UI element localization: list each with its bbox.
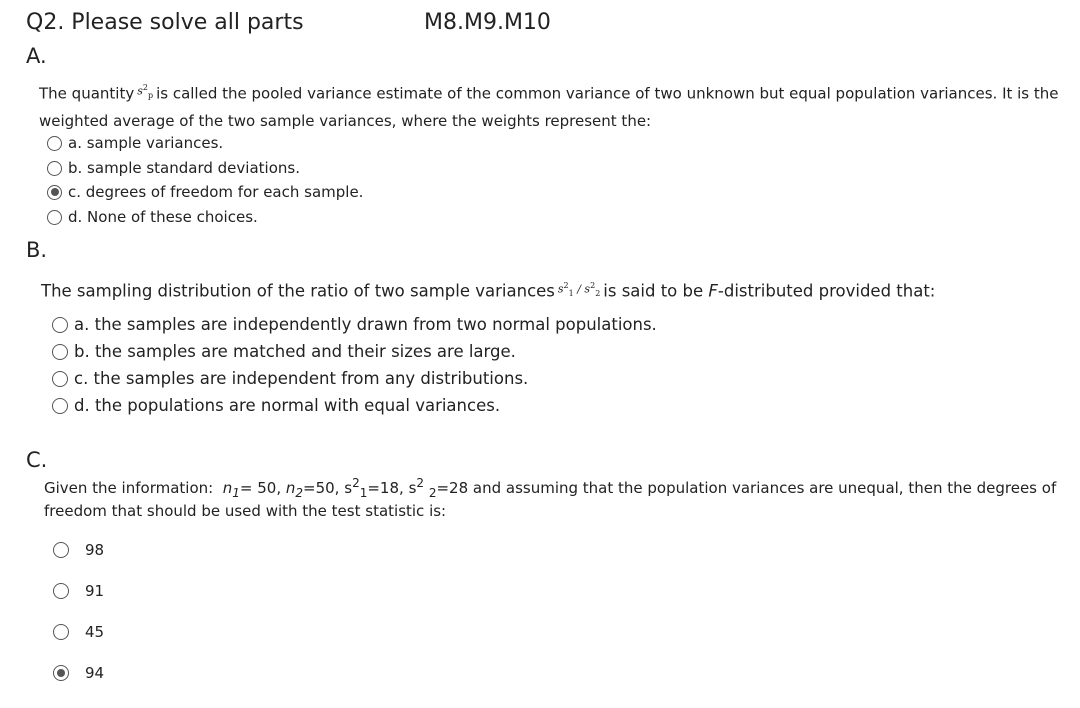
part-a-option-c[interactable]: c. degrees of freedom for each sample. [47, 183, 363, 201]
radio-icon[interactable] [52, 371, 68, 387]
question-title: Q2. Please solve all parts [26, 10, 304, 35]
part-b-question: The sampling distribution of the ratio of two sample variances $s^2_1 / s^2_2$ is said to be F-distributed provided that: [41, 275, 1071, 305]
part-c-question-line2: freedom that should be used with the test statistic is: [44, 502, 447, 520]
part-c-option-2[interactable]: 91 [53, 582, 104, 600]
part-b-option-b[interactable]: b. the samples are matched and their sizes are large. [52, 342, 516, 361]
radio-icon[interactable] [53, 542, 69, 558]
part-c-question-line1: Given the information: $n_1= 50$, $n_2=50$, $s^2_1=18$, $s^2$ $_2$=28 and assuming that the population variances are unequal, then the degrees of [44, 476, 1057, 500]
part-b-option-a[interactable]: a. the samples are independently drawn from two normal populations. [52, 315, 657, 334]
radio-icon[interactable] [52, 317, 68, 333]
part-c-option-1[interactable]: 98 [53, 541, 104, 559]
pooled-variance-symbol: $s^2_p$ [137, 83, 154, 100]
part-b-option-c[interactable]: c. the samples are independent from any distributions. [52, 369, 528, 388]
variance-ratio-symbol: $s^2_1 / s^2_2$ [557, 281, 601, 298]
part-c-option-3[interactable]: 45 [53, 623, 104, 641]
radio-icon[interactable] [47, 161, 62, 176]
part-c-option-4[interactable]: 94 [53, 664, 104, 682]
radio-selected-icon[interactable] [53, 665, 69, 681]
radio-icon[interactable] [47, 136, 62, 151]
part-b-label: B. [26, 238, 48, 262]
part-b-option-d[interactable]: d. the populations are normal with equal variances. [52, 396, 500, 415]
radio-icon[interactable] [52, 398, 68, 414]
radio-icon[interactable] [52, 344, 68, 360]
course-code: M8.M9.M10 [424, 10, 551, 35]
radio-selected-icon[interactable] [47, 185, 62, 200]
part-a-option-b[interactable]: b. sample standard deviations. [47, 159, 300, 177]
radio-icon[interactable] [53, 583, 69, 599]
radio-icon[interactable] [53, 624, 69, 640]
part-a-question-line1: The quantity $s^2_p$ is called the pooled variance estimate of the common variance of two unknown but equal population variances. It is the [39, 78, 1069, 106]
part-a-label: A. [26, 44, 47, 68]
part-c-label: C. [26, 448, 48, 472]
part-a-option-a[interactable]: a. sample variances. [47, 134, 223, 152]
radio-icon[interactable] [47, 210, 62, 225]
part-a-option-d[interactable]: d. None of these choices. [47, 208, 258, 226]
part-a-question-line2: weighted average of the two sample variances, where the weights represent the: [39, 112, 652, 130]
